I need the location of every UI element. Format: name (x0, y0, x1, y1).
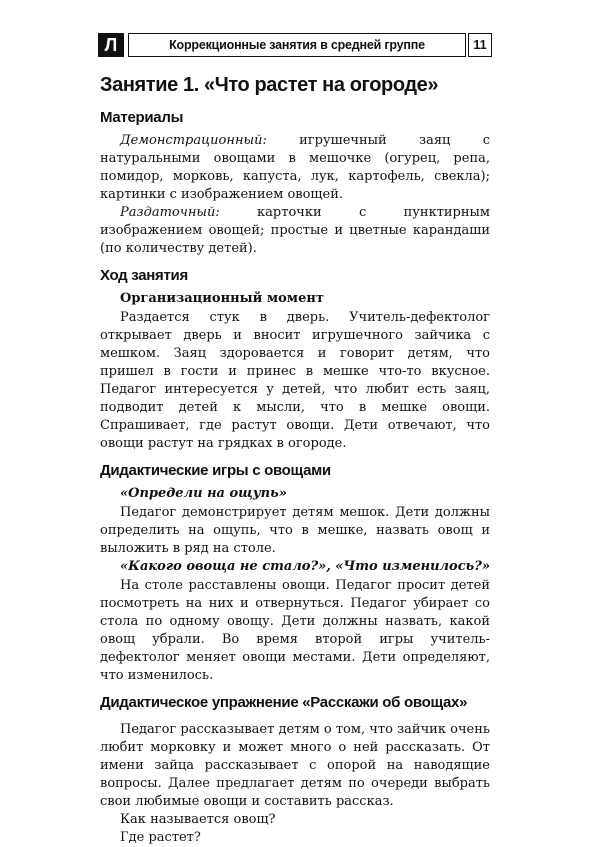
demo-text: игрушечный заяц с натуральными овощами в мешочке (огурец, репа, помидор, морковь, капуста, лук, картофель, свекла); картинки с изображением овощей. (100, 133, 490, 202)
game1-paragraph: Педагог демонстрирует детям мешок. Дети должны определить на ощупь, что в мешке, назвать овощ и выложить в ряд на столе. (100, 505, 490, 556)
handout-text: карточки с пунктирным изображением овощей; простые и цветные карандаши (по количеству детей). (100, 205, 490, 256)
org-moment-paragraph: Раздается стук в дверь. Учитель-дефектолог открывает дверь и вносит игрушечного зайчика с мешком. Заяц здоровается и говорит детям, что пришел в гости и принес в мешке что-то вкусное. Педагог интересуется у детей, что любит есть заяц, подводит детей к мысли, что в мешке овощи. Спрашивает, где растут овощи. Дети отвечают, что овощи растут на грядках в огороде. (100, 310, 490, 451)
exercise-heading: Дидактическое упражнение «Расскажи об овощах» (100, 694, 468, 711)
games-heading: Дидактические игры с овощами (100, 462, 331, 479)
publisher-logo: Л (98, 33, 124, 57)
game1-title: «Определи на ощупь» (120, 486, 287, 501)
question-2: Где растет? (120, 830, 201, 845)
question-1: Как называется овощ? (120, 812, 276, 827)
materials-heading: Материалы (100, 109, 184, 126)
exercise-paragraph: Педагог рассказывает детям о том, что зайчик очень любит морковку и может много о ней рассказать. От имени зайца рассказывает с опорой на наводящие вопросы. Далее предлагает детям по очереди выбрать свои любимые овощи и составить рассказ. (100, 722, 490, 809)
page-header (98, 33, 490, 57)
handout-materials-paragraph (100, 204, 490, 258)
course-heading: Ход занятия (100, 267, 188, 284)
demo-materials-paragraph (100, 132, 490, 204)
page-number: 11 (468, 33, 492, 57)
game2-title: «Какого овоща не стало?», «Что изменилось?» (120, 559, 490, 574)
page-body (100, 72, 490, 847)
game2-paragraph: На столе расставлены овощи. Педагог просит детей посмотреть на них и отвернуться. Педагог убирает со стола по одному овощу. Дети должны назвать, какой овощ убрали. Во время второй игры учитель-дефектолог меняет овощи местами. Дети определяют, что изменилось. (100, 578, 490, 683)
demo-label: Демонстрационный: (120, 133, 267, 148)
lesson-title: Занятие 1. «Что растет на огороде» (100, 74, 439, 96)
handout-label: Раздаточный: (120, 205, 220, 220)
org-moment-heading: Организационный момент (120, 291, 324, 306)
running-title: Коррекционные занятия в средней группе (128, 33, 466, 57)
